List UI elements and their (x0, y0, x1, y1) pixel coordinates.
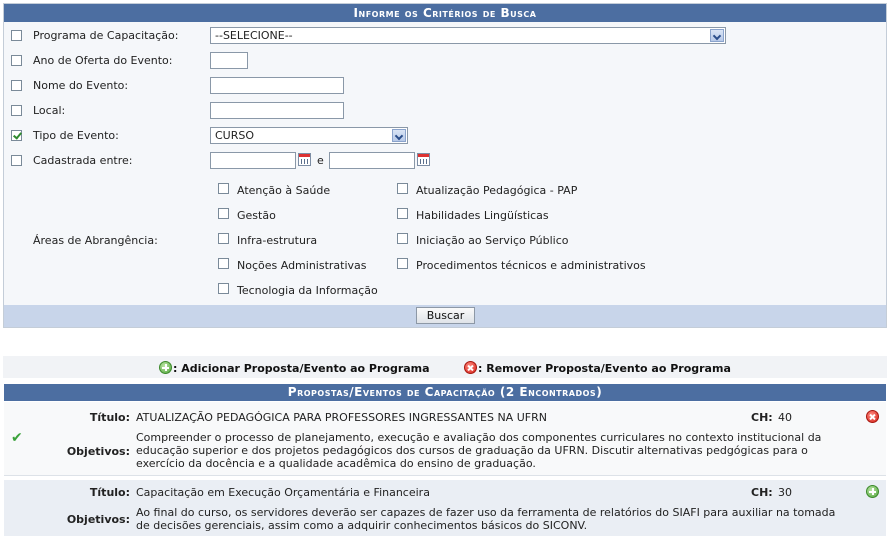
ch-label: CH: (751, 411, 773, 424)
area-label: Infra-estrutura (237, 234, 318, 247)
tipo-checkbox[interactable] (11, 130, 22, 141)
titulo-value: Capacitação em Execução Orçamentária e Financeira (136, 486, 430, 499)
areas-label: Áreas de Abrangência: (33, 234, 158, 247)
area-checkbox[interactable] (218, 208, 229, 219)
buscar-button[interactable]: Buscar (416, 307, 475, 324)
ano-input[interactable] (210, 52, 248, 69)
objetivos-line: Compreender o processo de planejamento, execução e avaliação dos componentes curriculares no contexto institucional da (136, 431, 822, 444)
add-icon (159, 361, 172, 374)
objetivos-line: exercício da docência e a qualidade acadêmica do ensino de graduação. (136, 457, 536, 470)
cadastrada-checkbox[interactable] (11, 155, 22, 166)
area-label: Habilidades Lingüísticas (416, 209, 549, 222)
titulo-label: Título: (89, 486, 130, 499)
tipo-select[interactable] (210, 127, 408, 144)
calendar-icon[interactable] (417, 153, 430, 166)
nome-input[interactable] (210, 77, 344, 94)
legend-bar (3, 356, 887, 378)
objetivos-line: educação superior e dos projetos pedagógicos dos cursos de graduação da UFRN. Discutir alternativas pedgógicas para o (136, 444, 808, 457)
area-label: Atenção à Saúde (237, 184, 331, 197)
legend-add-text: : Adicionar Proposta/Evento ao Programa (173, 362, 430, 375)
ch-value: 30 (778, 486, 792, 499)
area-checkbox[interactable] (397, 233, 408, 244)
nome-label: Nome do Evento: (33, 79, 129, 92)
cadastrada-label: Cadastrada entre: (33, 154, 133, 167)
date-end-input[interactable] (329, 152, 415, 169)
objetivos-label: Objetivos: (66, 445, 130, 458)
area-checkbox[interactable] (218, 233, 229, 244)
area-label: Tecnologia da Informação (237, 284, 378, 297)
area-label: Procedimentos técnicos e administrativos (416, 259, 646, 272)
programa-select[interactable] (210, 27, 726, 44)
chevron-down-icon[interactable] (392, 129, 406, 142)
local-label: Local: (33, 104, 66, 117)
area-checkbox[interactable] (397, 258, 408, 269)
area-checkbox[interactable] (218, 183, 229, 194)
local-input[interactable] (210, 102, 344, 119)
add-icon[interactable] (866, 485, 879, 498)
chevron-down-icon[interactable] (710, 29, 724, 42)
objetivos-line: de decisões gerenciais, assim como a adquirir conhecimentos básicos do SICONV. (136, 519, 588, 532)
nome-checkbox[interactable] (11, 80, 22, 91)
search-caption: Informe os Critérios de Busca (4, 4, 886, 22)
check-icon: ✔ (11, 430, 23, 446)
ch-label: CH: (751, 486, 773, 499)
ano-label: Ano de Oferta do Evento: (33, 54, 173, 67)
area-label: Atualização Pedagógica - PAP (416, 184, 578, 197)
ch-value: 40 (778, 411, 792, 424)
programa-select-value: --SELECIONE-- (215, 29, 293, 42)
area-checkbox[interactable] (397, 183, 408, 194)
ano-checkbox[interactable] (11, 55, 22, 66)
area-label: Iniciação ao Serviço Público (416, 234, 569, 247)
search-panel (3, 3, 887, 328)
titulo-label: Título: (89, 411, 130, 424)
calendar-icon[interactable] (298, 153, 311, 166)
results-caption: Propostas/Eventos de Capacitação (2 Encontrados) (4, 384, 886, 401)
remove-icon[interactable] (866, 410, 879, 423)
area-label: Gestão (237, 209, 276, 222)
programa-label: Programa de Capacitação: (33, 29, 179, 42)
remove-icon (464, 361, 477, 374)
tipo-select-value: CURSO (215, 129, 255, 142)
tipo-label: Tipo de Evento: (33, 129, 119, 142)
titulo-value: ATUALIZAÇÃO PEDAGÓGICA PARA PROFESSORES INGRESSANTES NA UFRN (136, 411, 547, 424)
area-checkbox[interactable] (218, 258, 229, 269)
objetivos-label: Objetivos: (66, 513, 130, 526)
programa-checkbox[interactable] (11, 30, 22, 41)
date-start-input[interactable] (210, 152, 296, 169)
legend-remove-text: : Remover Proposta/Evento ao Programa (478, 362, 731, 375)
area-checkbox[interactable] (218, 283, 229, 294)
objetivos-line: Ao final do curso, os servidores deverão ser capazes de fazer uso da ferramenta de relatórios do SIAFI para auxiliar na tomada (136, 506, 836, 519)
area-label: Noções Administrativas (237, 259, 367, 272)
date-separator: e (317, 154, 324, 167)
local-checkbox[interactable] (11, 105, 22, 116)
area-checkbox[interactable] (397, 208, 408, 219)
